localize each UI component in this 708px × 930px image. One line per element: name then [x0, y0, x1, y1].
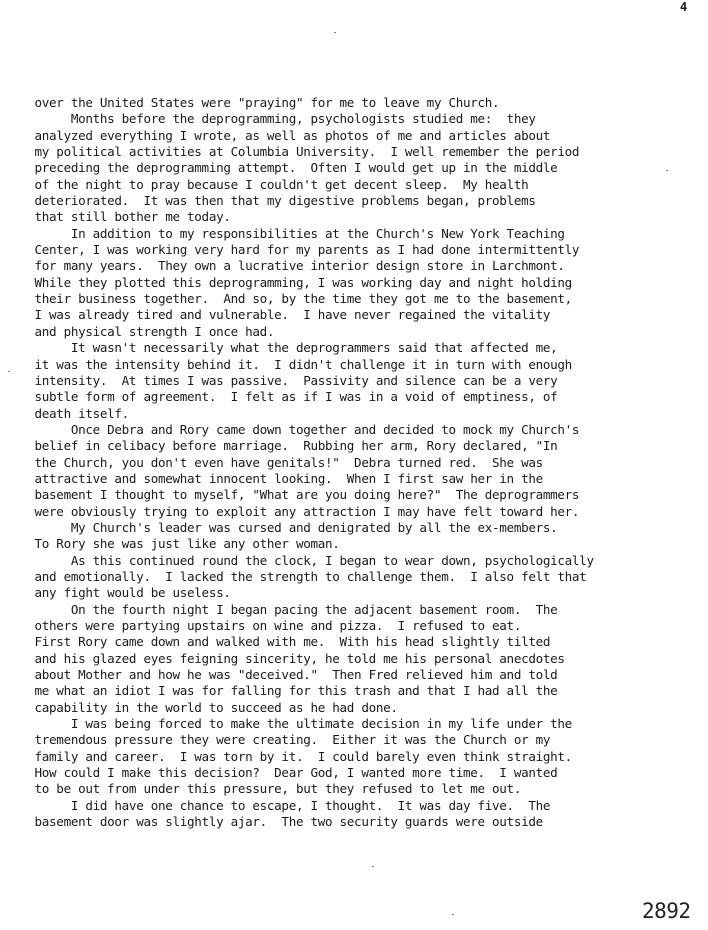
text-line: death itself. [20, 405, 129, 421]
text-line: It wasn't necessarily what the deprogrammers said that affected me, [20, 340, 558, 356]
text-line: Center, I was working very hard for my parents as I had done intermittently [20, 242, 580, 258]
text-line: to be out from under this pressure, but they refused to let me out. [20, 781, 522, 797]
text-line: basement I thought to myself, "What are you doing here?" The deprogrammers [20, 487, 580, 503]
scan-speck [452, 914, 454, 915]
text-line: In addition to my responsibilities at the Church's New York Teaching [20, 225, 565, 241]
text-line: subtle form of agreement. I felt as if I was in a void of emptiness, of [20, 389, 558, 405]
text-line: deteriorated. It was then that my digestive problems began, problems [20, 193, 536, 209]
text-line: others were partying upstairs on wine and pizza. I refused to eat. [20, 618, 522, 633]
text-line: To Rory she was just like any other woman. [20, 536, 340, 552]
scan-speck [372, 866, 374, 867]
scan-speck [666, 170, 668, 171]
text-line: attractive and somewhat innocent looking. When I first saw her in the [20, 470, 543, 486]
text-line: and physical strength I once had. [20, 323, 275, 339]
text-line: analyzed everything I wrote, as well as photos of me and articles about [20, 127, 551, 143]
text-line: Months before the deprogramming, psychologists studied me: they [20, 111, 536, 127]
text-line: over the United States were "praying" for me to leave my Church. [20, 95, 500, 110]
text-line: How could I make this decision? Dear God, I wanted more time. I wanted [20, 765, 558, 781]
text-line: While they plotted this deprogramming, I was working day and night holding [20, 274, 572, 290]
text-line: and emotionally. I lacked the strength to challenge them. I also felt that [20, 568, 587, 584]
text-line: tremendous pressure they were creating. Either it was the Church or my [20, 732, 551, 748]
text-line: were obviously trying to exploit any attraction I may have felt toward her. [20, 503, 580, 519]
text-line: family and career. I was torn by it. I could barely even think straight. [20, 748, 572, 764]
text-line: and his glazed eyes feigning sincerity, he told me his personal anecdotes [20, 650, 565, 666]
text-line: On the fourth night I began pacing the adjacent basement room. The [20, 601, 558, 617]
text-line: me what an idiot I was for falling for this trash and that I had all the [20, 683, 558, 699]
text-line: the Church, you don't even have genitals!" Debra turned red. She was [20, 454, 543, 470]
text-line: for many years. They own a lucrative interior design store in Larchmont. [20, 258, 565, 274]
text-line: that still bother me today. [20, 209, 231, 225]
text-line: I did have one chance to escape, I thought. It was day five. The [20, 797, 551, 813]
document-body [20, 95, 708, 830]
scan-speck [334, 32, 336, 33]
text-line: their business together. And so, by the time they got me to the basement, [20, 291, 572, 307]
text-line: belief in celibacy before marriage. Rubbing her arm, Rory declared, "In [20, 438, 558, 454]
text-line: My Church's leader was cursed and denigrated by all the ex-members. [20, 519, 558, 535]
text-line: it was the intensity behind it. I didn't challenge it in turn with enough [20, 356, 572, 372]
text-line: I was being forced to make the ultimate decision in my life under the [20, 716, 572, 732]
text-line: any fight would be useless. [20, 585, 231, 601]
text-line: my political activities at Columbia University. I well remember the period [20, 144, 580, 160]
text-line: As this continued round the clock, I began to wear down, psychologically [20, 552, 594, 568]
scan-speck [8, 371, 10, 372]
text-line: I was already tired and vulnerable. I have never regained the vitality [20, 307, 551, 323]
text-line: of the night to pray because I couldn't get decent sleep. My health [20, 176, 529, 192]
bates-number: 2892 [642, 899, 691, 923]
page-number: 4 [680, 0, 688, 14]
text-line: capability in the world to succeed as he had done. [20, 699, 398, 715]
text-line: preceding the deprogramming attempt. Often I would get up in the middle [20, 160, 558, 176]
text-line: basement door was slightly ajar. The two security guards were outside [20, 814, 543, 830]
text-line: First Rory came down and walked with me. With his head slightly tilted [20, 634, 551, 650]
text-line: Once Debra and Rory came down together and decided to mock my Church's [20, 421, 580, 437]
text-line: about Mother and how he was "deceived." Then Fred relieved him and told [20, 667, 558, 683]
text-line: intensity. At times I was passive. Passivity and silence can be a very [20, 372, 558, 388]
